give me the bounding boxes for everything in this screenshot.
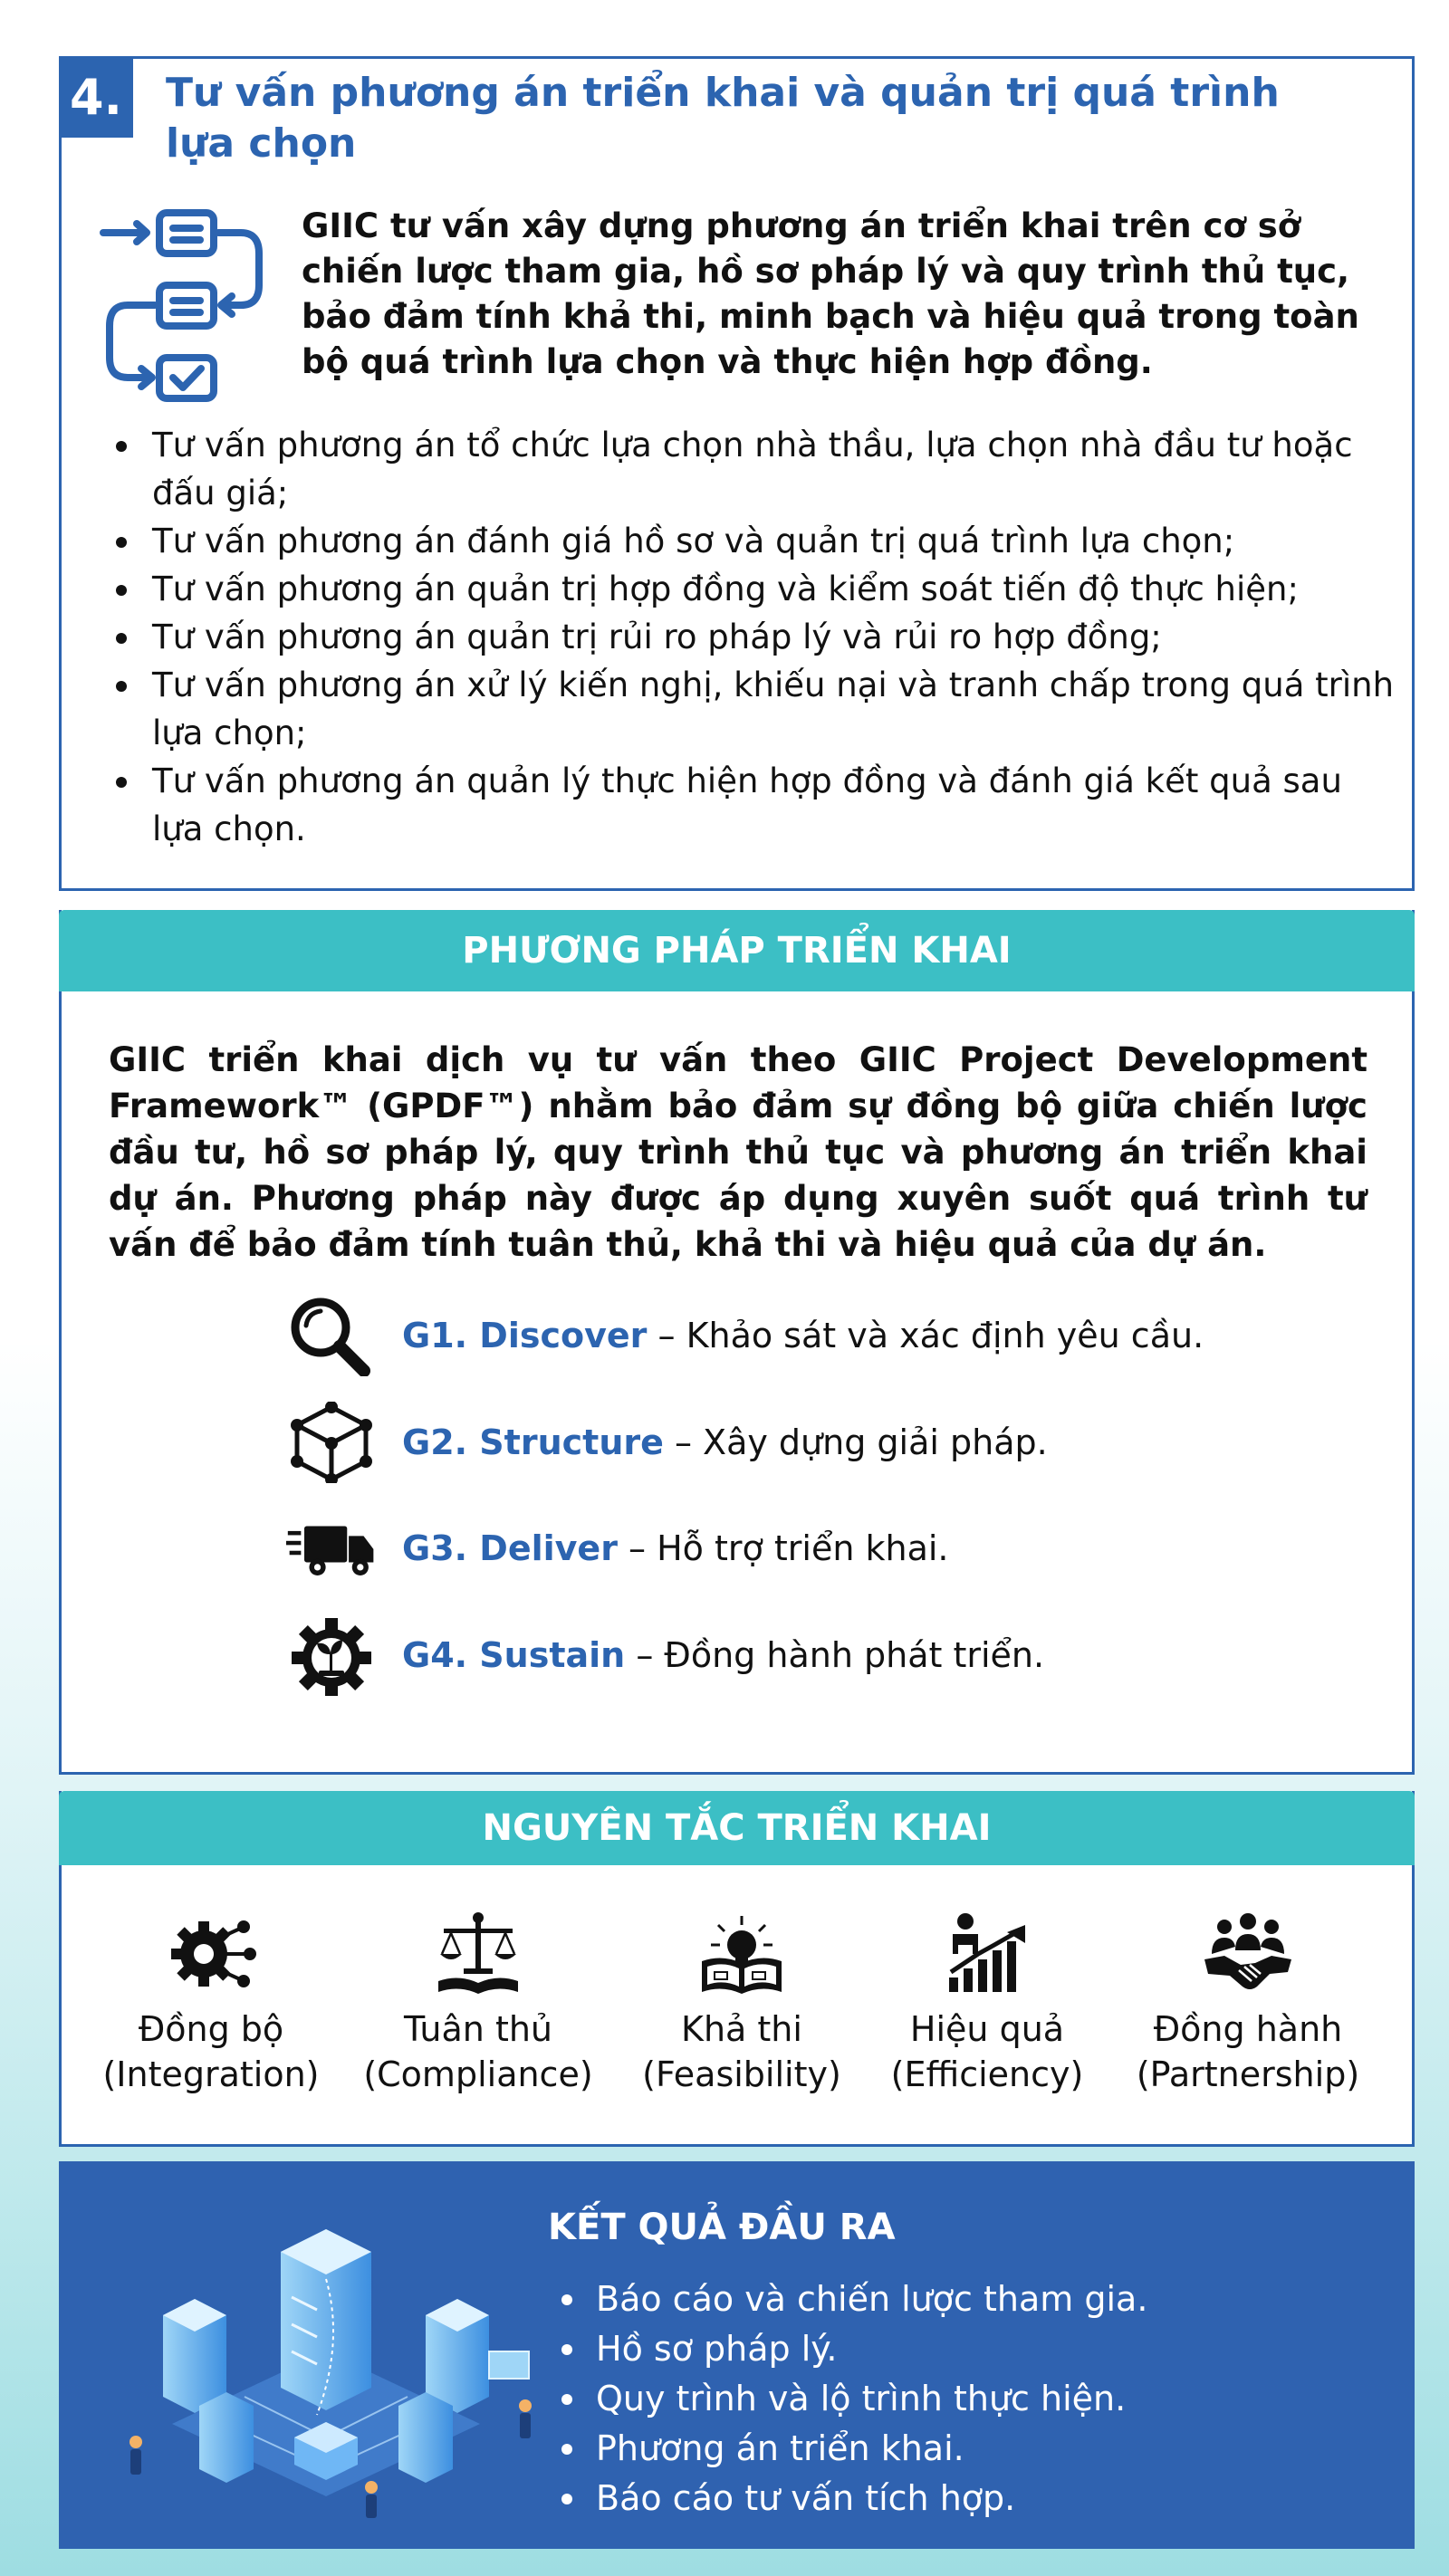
principle-name: Hiệu quả bbox=[909, 2009, 1065, 2049]
section-title-line2: lựa chọn bbox=[166, 120, 357, 167]
method-description: GIIC triển khai dịch vụ tư vấn theo GIIC Project Development Framework™ (GPDF™) nhằm bảo đảm sự đồng bộ giữa chiến lược đầu tư, hồ sơ pháp lý, quy trình thủ tục và phương án triển khai dự án. Phương pháp này được áp dụng xuyên suốt quá trình tư vấn để bảo đảm tính tuân thủ, khả thi và hiệu quả của dự án. bbox=[109, 1040, 1367, 1264]
list-item: Phương án triển khai. bbox=[552, 2424, 1147, 2474]
principle-english: (Partnership) bbox=[1136, 2054, 1360, 2094]
section-4-panel bbox=[59, 56, 1415, 891]
gear-circuit-icon bbox=[166, 1909, 256, 1999]
step-code: G1. Discover bbox=[402, 1316, 648, 1355]
cube-network-icon bbox=[286, 1402, 377, 1483]
list-item: Tư vấn phương án xử lý kiến nghị, khiếu nại và tranh chấp trong quá trình lựa chọn; bbox=[107, 661, 1402, 757]
step-desc: – Xây dựng giải pháp. bbox=[663, 1422, 1048, 1462]
delivery-truck-icon bbox=[286, 1508, 377, 1589]
list-item: Tư vấn phương án quản lý thực hiện hợp đồng và đánh giá kết quả sau lựa chọn. bbox=[107, 757, 1402, 853]
step-code: G2. Structure bbox=[402, 1422, 664, 1462]
principle-name: Đồng hành bbox=[1153, 2009, 1343, 2049]
section-number-badge: 4. bbox=[59, 56, 133, 138]
method-panel bbox=[59, 910, 1415, 1775]
step-desc: – Hỗ trợ triển khai. bbox=[617, 1528, 949, 1568]
list-item: Tư vấn phương án quản trị rủi ro pháp lý và rủi ro hợp đồng; bbox=[107, 613, 1402, 661]
list-item: Tư vấn phương án quản trị hợp đồng và kiểm soát tiến độ thực hiện; bbox=[107, 565, 1402, 613]
principle-english: (Efficiency) bbox=[890, 2054, 1084, 2094]
principle-integration bbox=[80, 1909, 342, 2097]
list-item: Tư vấn phương án tổ chức lựa chọn nhà thầu, lựa chọn nhà đầu tư hoặc đấu giá; bbox=[107, 421, 1402, 517]
principle-compliance bbox=[347, 1909, 609, 2097]
outputs-title: KẾT QUẢ ĐẦU RA bbox=[548, 2207, 896, 2248]
handshake-team-icon bbox=[1203, 1909, 1293, 1999]
step-structure bbox=[286, 1402, 1282, 1483]
checklist-flow-icon bbox=[96, 204, 268, 439]
outputs-panel bbox=[59, 2161, 1415, 2549]
list-item: Báo cáo và chiến lược tham gia. bbox=[552, 2274, 1147, 2324]
step-code: G4. Sustain bbox=[402, 1635, 626, 1675]
method-header: PHƯƠNG PHÁP TRIỂN KHAI bbox=[59, 910, 1415, 991]
section-title bbox=[166, 68, 1343, 169]
principle-english: (Integration) bbox=[102, 2054, 320, 2094]
section-title-line1: Tư vấn phương án triển khai và quản trị quá trình bbox=[166, 70, 1280, 116]
principle-name: Đồng bộ bbox=[138, 2009, 284, 2049]
principle-name: Khả thi bbox=[681, 2009, 802, 2049]
principles-header: NGUYÊN TẮC TRIỂN KHAI bbox=[59, 1791, 1415, 1865]
section-intro: GIIC tư vấn xây dựng phương án triển khai trên cơ sở chiến lược tham gia, hồ sơ pháp lý và quy trình thủ tục, bảo đảm tính khả thi, minh bạch và hiệu quả trong toàn bộ quá trình lựa chọn và thực hiện hợp đồng. bbox=[302, 206, 1359, 381]
service-list bbox=[107, 421, 1402, 853]
list-item: Quy trình và lộ trình thực hiện. bbox=[552, 2374, 1147, 2424]
magnifier-icon bbox=[286, 1295, 377, 1376]
step-discover bbox=[286, 1295, 1282, 1376]
principle-efficiency bbox=[856, 1909, 1118, 2097]
list-item: Hồ sơ pháp lý. bbox=[552, 2324, 1147, 2374]
principle-english: (Feasibility) bbox=[642, 2054, 841, 2094]
principle-feasibility bbox=[610, 1909, 873, 2097]
step-code: G3. Deliver bbox=[402, 1528, 618, 1568]
server-network-illustration bbox=[100, 2216, 552, 2523]
principle-partnership bbox=[1117, 1909, 1379, 2097]
list-item: Tư vấn phương án đánh giá hồ sơ và quản trị quá trình lựa chọn; bbox=[107, 517, 1402, 565]
list-item: Báo cáo tư vấn tích hợp. bbox=[552, 2474, 1147, 2523]
step-desc: – Đồng hành phát triển. bbox=[625, 1635, 1045, 1675]
gear-plant-icon bbox=[286, 1614, 377, 1696]
principles-panel bbox=[59, 1791, 1415, 2147]
growth-chart-icon bbox=[942, 1909, 1032, 1999]
step-sustain bbox=[286, 1614, 1282, 1696]
scales-book-icon bbox=[433, 1909, 523, 1999]
step-desc: – Khảo sát và xác định yêu cầu. bbox=[647, 1316, 1204, 1355]
principle-english: (Compliance) bbox=[363, 2054, 593, 2094]
outputs-list bbox=[552, 2274, 1147, 2523]
lightbulb-book-icon bbox=[696, 1909, 787, 1999]
principle-name: Tuân thủ bbox=[403, 2009, 553, 2049]
step-deliver bbox=[286, 1508, 1282, 1589]
